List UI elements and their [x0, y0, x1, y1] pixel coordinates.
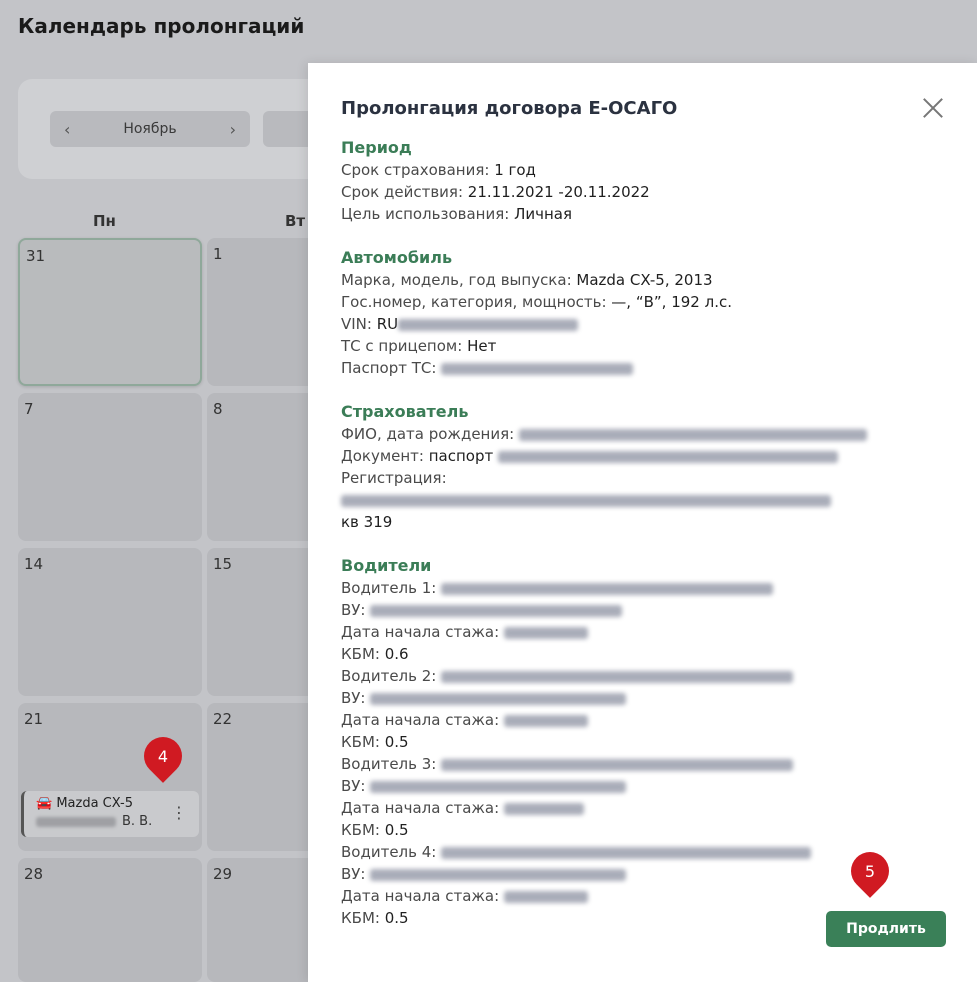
day-cell[interactable] [18, 393, 202, 541]
redacted-text [441, 759, 793, 771]
value: Нет [467, 337, 497, 355]
label: Срок страхования: [341, 161, 495, 179]
value: RU [376, 315, 399, 333]
insurer-section [341, 401, 941, 533]
redacted-text [441, 583, 773, 595]
day-number: 15 [213, 555, 233, 573]
label: КБМ: [341, 909, 385, 927]
weekday-mon: Пн [93, 212, 116, 230]
chevron-left-icon[interactable]: ‹ [64, 119, 71, 139]
info-row [341, 291, 941, 313]
label: Гос.номер, категория, мощность: [341, 293, 612, 311]
driver-row [341, 709, 941, 731]
info-row [341, 335, 941, 357]
label: ВУ: [341, 601, 371, 619]
driver-row [341, 797, 941, 819]
prolongation-modal [308, 63, 977, 982]
calendar-event[interactable] [21, 791, 199, 837]
value: 0.6 [384, 645, 409, 663]
redacted-text [504, 803, 584, 815]
value: 21.11.2021 -20.11.2022 [467, 183, 650, 201]
redacted-text [441, 363, 633, 375]
more-vertical-icon[interactable]: ⋮ [171, 803, 187, 822]
info-row [341, 357, 941, 379]
info-row [341, 159, 941, 181]
day-number: 31 [26, 247, 46, 265]
modal-title: Пролонгация договора Е-ОСАГО [341, 98, 678, 119]
info-row [341, 467, 941, 511]
driver-row [341, 665, 941, 687]
period-section [341, 137, 941, 225]
label: ФИО, дата рождения: [341, 425, 519, 443]
section-title: Водители [341, 556, 432, 575]
day-cell-today[interactable] [18, 238, 202, 386]
info-row [341, 511, 941, 533]
value: 1 год [494, 161, 536, 179]
day-number: 29 [213, 865, 233, 883]
driver-row [341, 577, 941, 599]
label: Паспорт ТС: [341, 359, 442, 377]
label: Цель использования: [341, 205, 515, 223]
day-number: 21 [24, 710, 44, 728]
value: Личная [514, 205, 572, 223]
day-number: 22 [213, 710, 233, 728]
label: ВУ: [341, 865, 371, 883]
redacted-text [504, 891, 588, 903]
info-row [341, 423, 941, 445]
label: Регистрация: [341, 469, 447, 487]
marker-label: 4 [157, 746, 169, 766]
info-row [341, 181, 941, 203]
event-car: Mazda CX-5 [56, 796, 133, 811]
label: ВУ: [341, 689, 371, 707]
label: Водитель 2: [341, 667, 442, 685]
value: —, “В”, 192 л.с. [611, 293, 732, 311]
label: Дата начала стажа: [341, 799, 504, 817]
step-marker-5 [843, 844, 897, 898]
marker-label: 5 [864, 861, 876, 881]
redacted-text [370, 605, 622, 617]
page-title: Календарь пролонгаций [18, 14, 305, 38]
driver-row [341, 819, 941, 841]
driver-row [341, 687, 941, 709]
label: Дата начала стажа: [341, 887, 504, 905]
label: Водитель 1: [341, 579, 442, 597]
day-number: 1 [213, 245, 223, 263]
month-selector[interactable] [50, 111, 250, 147]
day-cell[interactable] [18, 548, 202, 696]
redacted-text [498, 451, 838, 463]
car-section [341, 247, 941, 379]
label: Документ: [341, 447, 429, 465]
info-row [341, 203, 941, 225]
info-row [341, 269, 941, 291]
redacted-text [519, 429, 867, 441]
label: Марка, модель, год выпуска: [341, 271, 577, 289]
label: Срок действия: [341, 183, 468, 201]
event-name: В. В. [122, 814, 153, 829]
section-title: Период [341, 138, 412, 157]
car-icon: 🚘 [36, 796, 53, 811]
extend-button[interactable]: Продлить [826, 911, 946, 947]
value: 0.5 [384, 909, 409, 927]
redacted-text [341, 495, 831, 507]
chevron-right-icon[interactable]: › [229, 119, 236, 139]
day-number: 28 [24, 865, 44, 883]
redacted-text [370, 693, 626, 705]
modal-content [341, 137, 941, 951]
info-row [341, 313, 941, 335]
day-number: 7 [24, 400, 34, 418]
section-title: Страхователь [341, 402, 469, 421]
label: Дата начала стажа: [341, 623, 504, 641]
redacted-text [504, 715, 588, 727]
day-cell[interactable] [18, 858, 202, 982]
label: Водитель 3: [341, 755, 442, 773]
driver-row [341, 643, 941, 665]
day-number: 14 [24, 555, 44, 573]
value: Mazda CX-5, 2013 [576, 271, 713, 289]
redacted-text [370, 781, 626, 793]
day-number: 8 [213, 400, 223, 418]
info-row [341, 445, 941, 467]
month-label: Ноябрь [123, 121, 177, 137]
value: 0.5 [384, 821, 409, 839]
value: кв 319 [341, 513, 393, 531]
label: КБМ: [341, 821, 385, 839]
driver-row [341, 753, 941, 775]
redacted-text [504, 627, 588, 639]
close-icon[interactable] [922, 97, 944, 119]
label: ВУ: [341, 777, 371, 795]
redacted-text [370, 869, 626, 881]
label: ТС с прицепом: [341, 337, 468, 355]
value: паспорт [428, 447, 494, 465]
section-title: Автомобиль [341, 248, 453, 267]
redacted-text [36, 817, 116, 827]
driver-row [341, 621, 941, 643]
driver-row [341, 775, 941, 797]
step-marker-4 [136, 729, 190, 783]
label: КБМ: [341, 733, 385, 751]
weekday-tue: Вт [285, 212, 306, 230]
label: Водитель 4: [341, 843, 442, 861]
redacted-text [398, 319, 578, 331]
driver-row [341, 599, 941, 621]
label: VIN: [341, 315, 377, 333]
value: 0.5 [384, 733, 409, 751]
redacted-text [441, 847, 811, 859]
redacted-text [441, 671, 793, 683]
label: Дата начала стажа: [341, 711, 504, 729]
label: КБМ: [341, 645, 385, 663]
driver-row [341, 731, 941, 753]
